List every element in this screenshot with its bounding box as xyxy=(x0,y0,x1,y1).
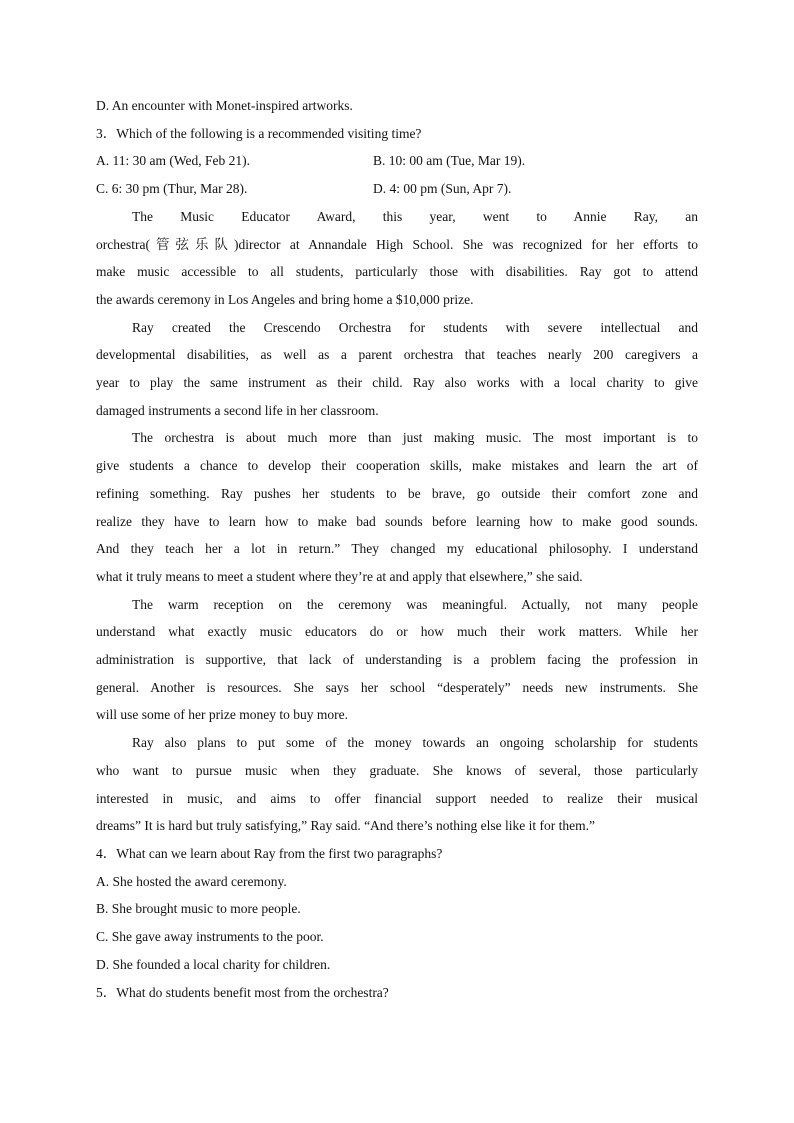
q4-option-b: B. She brought music to more people. xyxy=(96,901,301,917)
q5-stem: 5．What do students benefit most from the orchestra? xyxy=(96,984,389,1000)
passage-line: And they teach her a lot in return.” They changed my educational philosophy. I understand xyxy=(96,541,698,557)
passage-line: The Music Educator Award, this year, went to Annie Ray, an xyxy=(132,208,698,224)
q3-options-row-1 xyxy=(96,147,698,175)
passage-line: refining something. Ray pushes her students to be brave, go outside their comfort zone and xyxy=(96,485,698,501)
passage-paragraph-1 xyxy=(96,203,698,314)
passage-line: The warm reception on the ceremony was meaningful. Actually, not many people xyxy=(132,596,698,612)
passage-line: The orchestra is about much more than just making music. The most important is to xyxy=(132,430,698,446)
passage-paragraph-4 xyxy=(96,591,698,730)
passage-paragraph-3 xyxy=(96,424,698,590)
passage-paragraph-5 xyxy=(96,729,698,840)
passage-line: dreams” It is hard but truly satisfying,” Ray said. “And there’s nothing else like it for them.” xyxy=(96,818,596,834)
passage-line: give students a chance to develop their cooperation skills, make mistakes and learn the art of xyxy=(96,458,698,474)
passage-line: Ray also plans to put some of the money towards an ongoing scholarship for students xyxy=(132,735,698,751)
passage-line: orchestra(管弦乐队)director at Annandale High School. She was recognized for her efforts to xyxy=(96,236,698,252)
q2-option-d: D. An encounter with Monet-inspired artworks. xyxy=(96,98,353,113)
q3-stem: 3．Which of the following is a recommended visiting time? xyxy=(96,125,422,141)
q3-option-d: D. 4: 00 pm (Sun, Apr 7). xyxy=(373,181,512,197)
q3-option-c: C. 6: 30 pm (Thur, Mar 28). xyxy=(96,181,248,197)
q3-option-a: A. 11: 30 am (Wed, Feb 21). xyxy=(96,153,251,169)
passage-line: year to play the same instrument as their child. Ray also works with a local charity to give xyxy=(96,375,698,391)
q3-options-row-2 xyxy=(96,175,698,203)
passage-line: interested in music, and aims to offer financial support needed to realize their musical xyxy=(96,790,698,806)
passage-line: the awards ceremony in Los Angeles and bring home a $10,000 prize. xyxy=(96,291,474,307)
passage-line: will use some of her prize money to buy more. xyxy=(96,707,348,723)
q3-option-b: B. 10: 00 am (Tue, Mar 19). xyxy=(373,153,526,169)
passage-line: damaged instruments a second life in her classroom. xyxy=(96,402,379,418)
passage-line: realize they have to learn how to make bad sounds before learning how to make good sounds. xyxy=(96,513,698,529)
q4-stem: 4．What can we learn about Ray from the first two paragraphs? xyxy=(96,845,443,861)
exam-page xyxy=(96,92,698,1006)
passage-line: developmental disabilities, as well as a parent orchestra that teaches nearly 200 caregivers a xyxy=(96,347,698,363)
passage-line: administration is supportive, that lack of understanding is a problem facing the profession in xyxy=(96,652,698,668)
passage-line: what it truly means to meet a student where they’re at and apply that elsewhere,” she said. xyxy=(96,568,583,584)
passage-line: general. Another is resources. She says her school “desperately” needs new instruments. She xyxy=(96,679,698,695)
passage-line: make music accessible to all students, particularly those with disabilities. Ray got to attend xyxy=(96,264,698,280)
passage-line: understand what exactly music educators do or how much their work matters. While her xyxy=(96,624,698,640)
passage-paragraph-2 xyxy=(96,314,698,425)
q4-option-d: D. She founded a local charity for children. xyxy=(96,956,331,972)
passage-line: Ray created the Crescendo Orchestra for students with severe intellectual and xyxy=(132,319,698,335)
q4-option-c: C. She gave away instruments to the poor. xyxy=(96,929,324,945)
q4-option-a: A. She hosted the award ceremony. xyxy=(96,873,287,889)
passage-line: who want to pursue music when they graduate. She knows of several, those particularly xyxy=(96,762,698,778)
